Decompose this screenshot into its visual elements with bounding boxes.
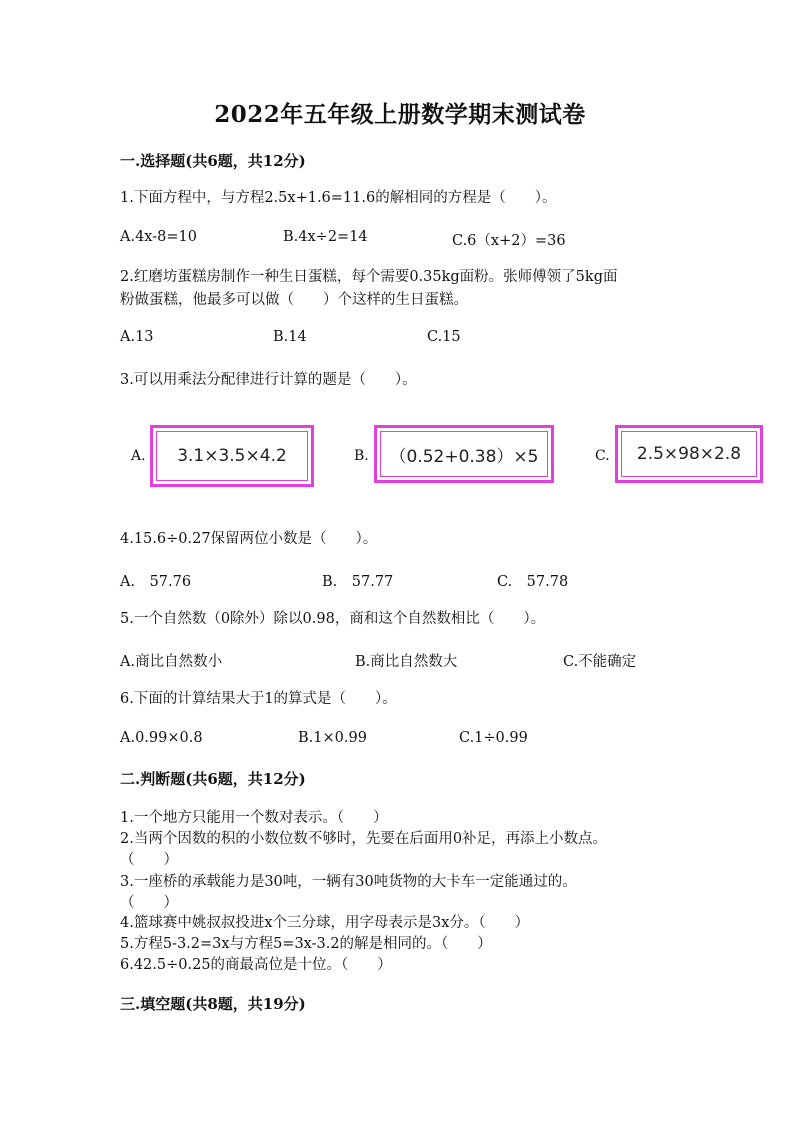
question-5-stem: 5.一个自然数（0除外）除以0.98，商和这个自然数相比（ ）。 — [120, 611, 546, 627]
question-6-stem: 6.下面的计算结果大于1的算式是（ ）。 — [120, 691, 397, 707]
question-3-option-a-box — [150, 425, 314, 487]
question-4-option-b: B. 57.77 — [322, 574, 394, 590]
judge-question-2-blank: （ ） — [120, 852, 178, 868]
judge-question-4: 4.篮球赛中姚叔叔投进x个三分球，用字母表示是3x分。（ ） — [120, 915, 530, 931]
question-6-option-b: B.1×0.99 — [298, 730, 367, 746]
question-4-stem: 4.15.6÷0.27保留两位小数是（ ）。 — [120, 531, 378, 547]
section-heading-choice: 一.选择题(共6题，共12分) — [120, 152, 306, 170]
question-3-label-c: C. — [595, 448, 610, 464]
question-1-option-a: A.4x-8=10 — [120, 229, 197, 245]
question-2-stem-line1: 2.红磨坊蛋糕房制作一种生日蛋糕，每个需要0.35kg面粉。张师傅领了5kg面 — [120, 269, 618, 285]
question-5-option-c: C.不能确定 — [563, 654, 637, 670]
judge-question-5: 5.方程5-3.2=3x与方程5=3x-3.2的解是相同的。（ ） — [120, 936, 492, 952]
question-4-option-c: C. 57.78 — [497, 574, 569, 590]
question-5-option-b: B.商比自然数大 — [355, 654, 458, 670]
question-1-option-c: C.6（x+2）=36 — [452, 233, 566, 249]
question-2-stem-line2: 粉做蛋糕，他最多可以做（ ）个这样的生日蛋糕。 — [120, 292, 468, 308]
judge-question-1: 1.一个地方只能用一个数对表示。（ ） — [120, 810, 388, 826]
question-3-option-b-expression: （0.52+0.38）×5 — [380, 431, 548, 477]
judge-question-3-blank: （ ） — [120, 895, 178, 911]
question-3-label-a: A. — [131, 448, 146, 464]
section-heading-judge: 二.判断题(共6题，共12分) — [120, 770, 306, 788]
page-title: 2022年五年级上册数学期末测试卷 — [214, 101, 586, 128]
question-3-label-b: B. — [354, 448, 369, 464]
question-4-option-a: A. 57.76 — [120, 574, 192, 590]
question-3-stem: 3.可以用乘法分配律进行计算的题是（ ）。 — [120, 372, 417, 388]
judge-question-3: 3.一座桥的承载能力是30吨，一辆有30吨货物的大卡车一定能通过的。 — [120, 874, 577, 890]
question-6-option-a: A.0.99×0.8 — [120, 730, 203, 746]
question-3-option-a-expression: 3.1×3.5×4.2 — [156, 431, 308, 481]
question-6-option-c: C.1÷0.99 — [459, 730, 528, 746]
question-1-option-b: B.4x÷2=14 — [283, 229, 368, 245]
question-2-option-c: C.15 — [427, 329, 461, 345]
judge-question-2: 2.当两个因数的积的小数位数不够时，先要在后面用0补足，再添上小数点。 — [120, 831, 608, 847]
question-5-option-a: A.商比自然数小 — [120, 654, 223, 670]
judge-question-6: 6.42.5÷0.25的商最高位是十位。（ ） — [120, 957, 392, 973]
question-3-option-b-box — [374, 425, 554, 483]
question-3-option-c-box — [615, 425, 763, 483]
question-2-option-a: A.13 — [120, 329, 154, 345]
question-2-option-b: B.14 — [273, 329, 307, 345]
section-heading-fill: 三.填空题(共8题，共19分) — [120, 995, 306, 1013]
question-1-stem: 1.下面方程中，与方程2.5x+1.6=11.6的解相同的方程是（ ）。 — [120, 190, 557, 206]
question-3-option-c-expression: 2.5×98×2.8 — [621, 431, 757, 477]
